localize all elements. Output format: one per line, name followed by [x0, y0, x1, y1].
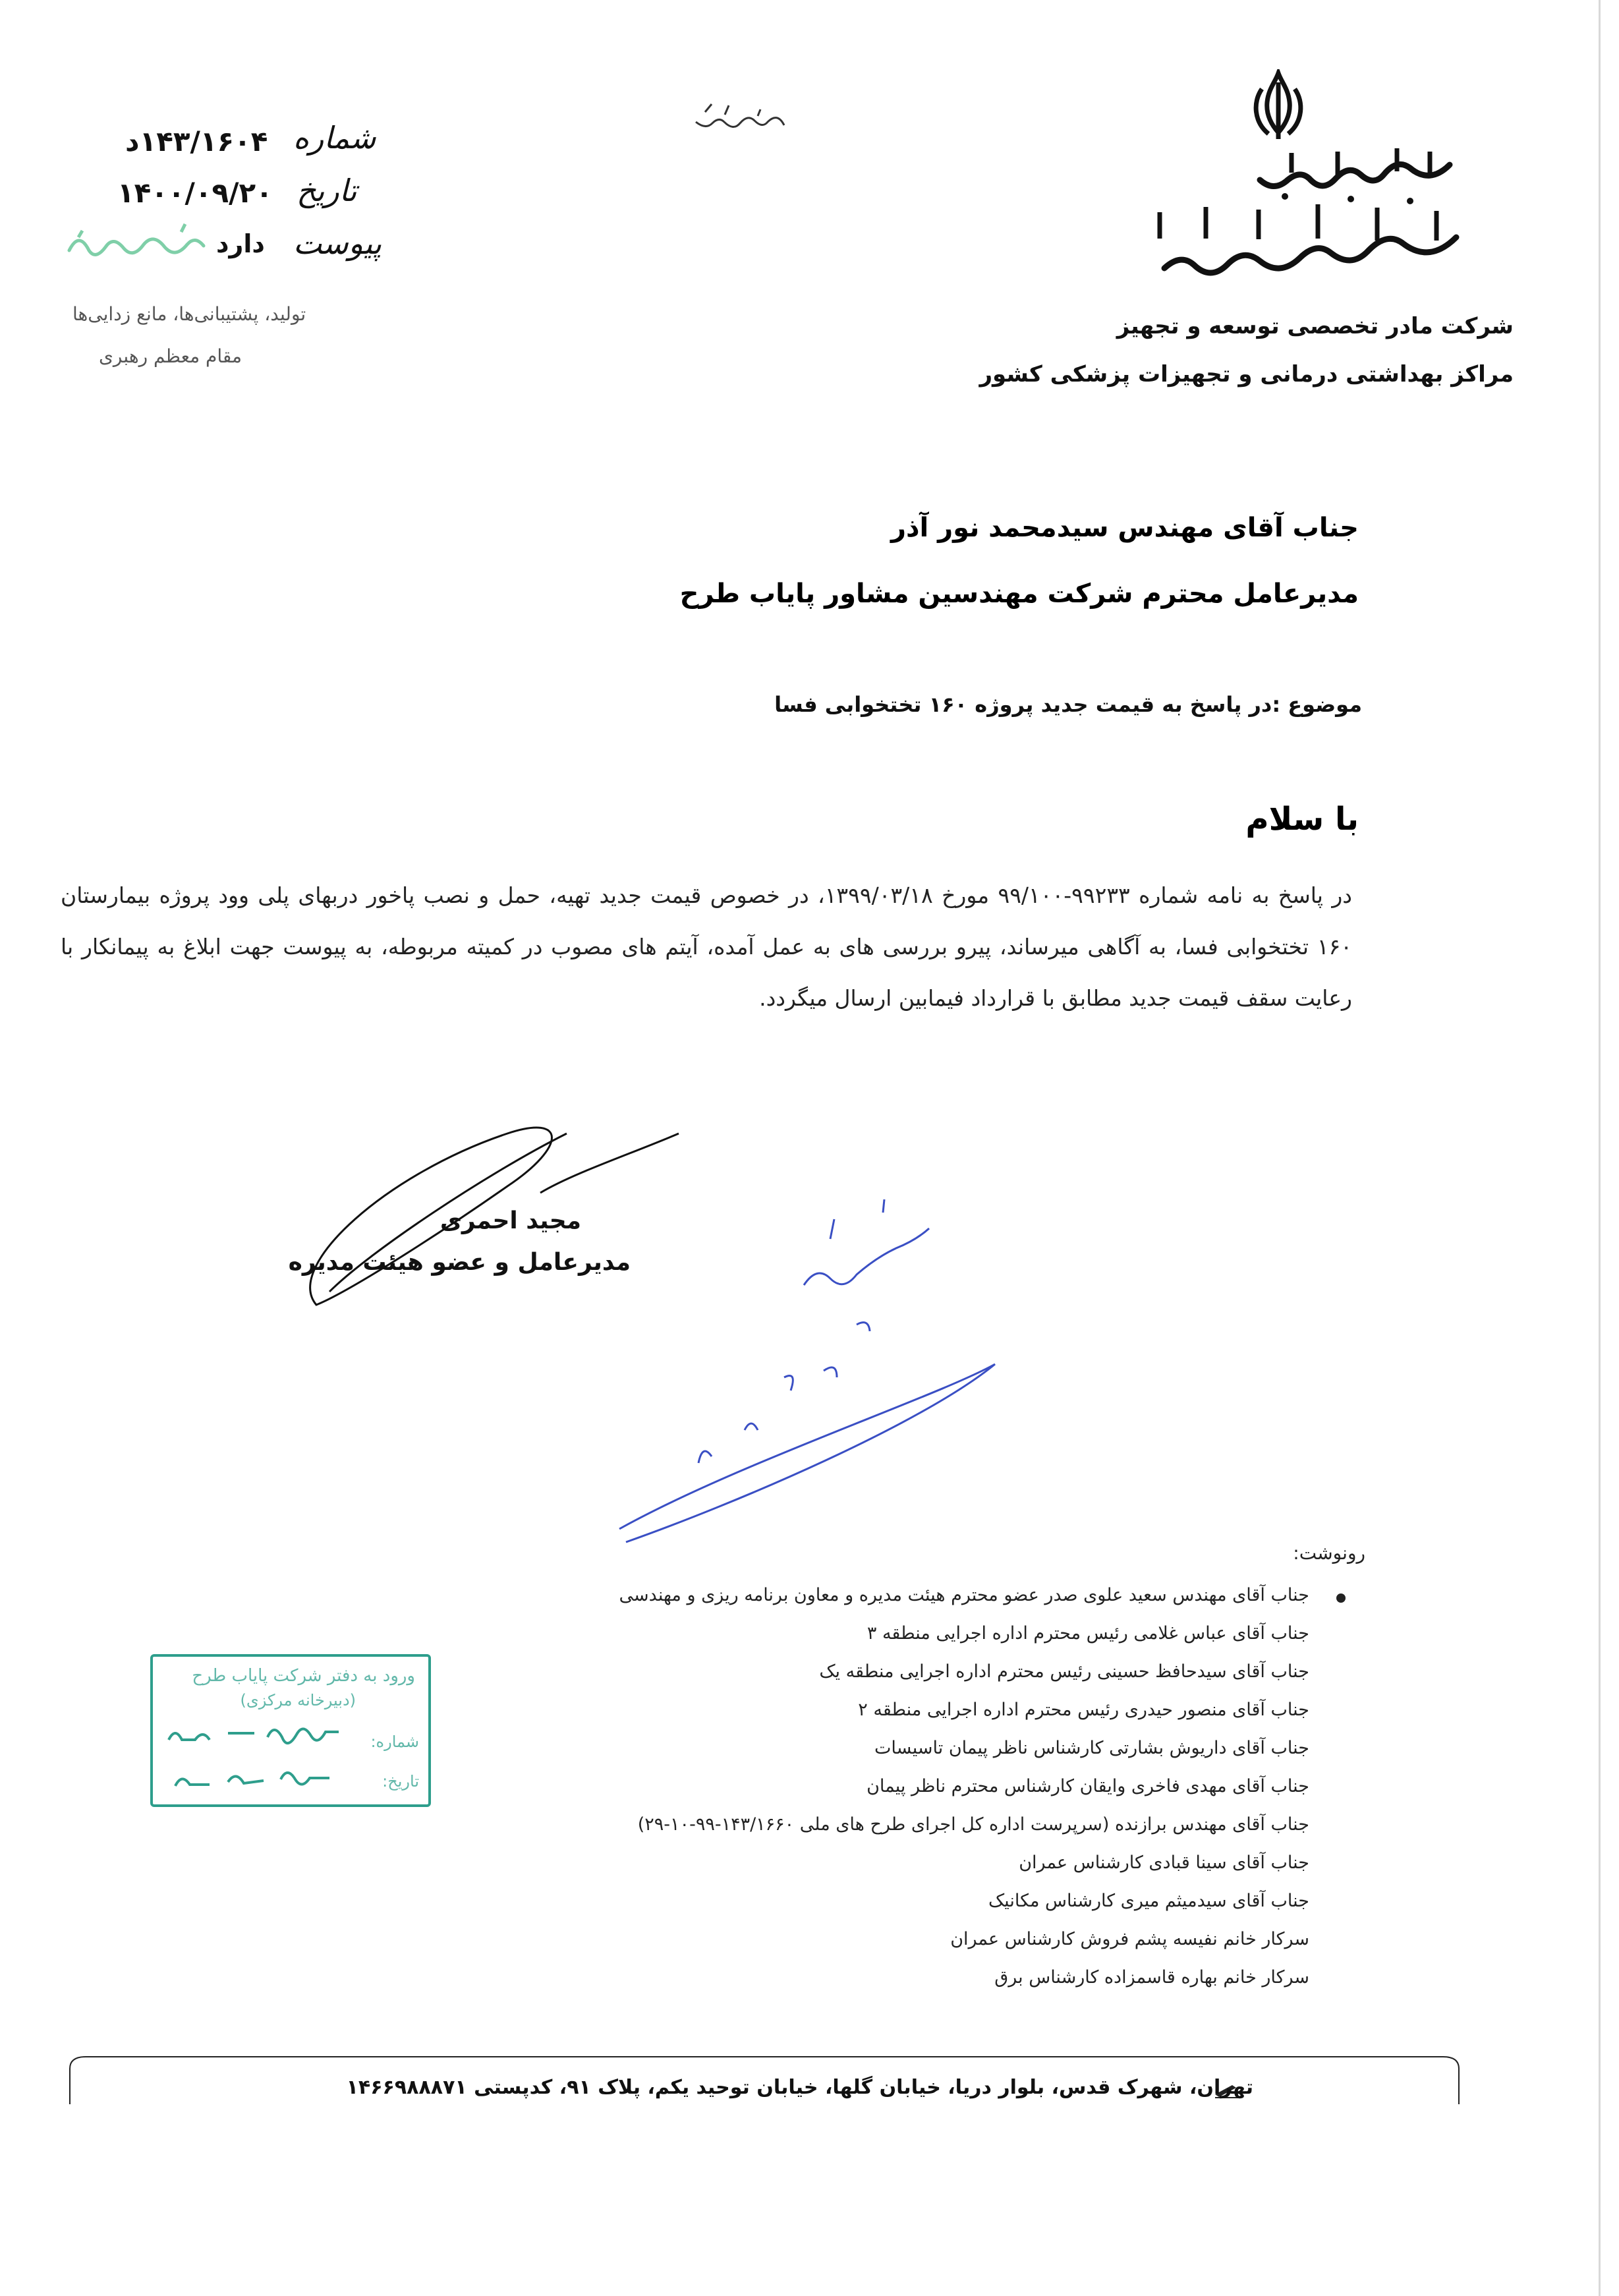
- subject-line: موضوع :در پاسخ به قیمت جدید پروژه ۱۶۰ تختخوابی فسا: [774, 692, 1362, 717]
- cc-heading: رونوشت:: [1293, 1542, 1365, 1564]
- footer-address: تهران، شهرک قدس، بلوار دریا، خیابان گلها، خیابان توحید یکم، پلاک ۹۱، کدپستی ۱۴۶۶۹۸۸۸۷۱: [346, 2076, 1253, 2099]
- cc-item: جناب آقای منصور حیدری رئیس محترم اداره اجرایی منطقه ۲: [858, 1700, 1309, 1720]
- signatory-title: مدیرعامل و عضو هیئت مدیره: [288, 1249, 631, 1276]
- cc-item: جناب آقای مهندس برازنده (سرپرست اداره کل اجرای طرح های ملی ۱۴۳/۱۶۶۰-۹۹-۱۰-۲۹): [637, 1814, 1309, 1835]
- cc-item: جناب آقای سیدحافظ حسینی رئیس محترم اداره اجرایی منطقه یک: [819, 1661, 1309, 1682]
- page-edge: [1599, 0, 1601, 2296]
- greeting: با سلام: [1245, 801, 1359, 838]
- organization-name-line2: مراکز بهداشتی درمانی و تجهیزات پزشکی کشور: [979, 361, 1514, 387]
- date-label: تاریخ: [297, 173, 357, 208]
- iran-emblem-icon: [1249, 69, 1308, 142]
- cc-item: سرکار خانم نفیسه پشم فروش کارشناس عمران: [950, 1929, 1309, 1949]
- cc-item: جناب آقای عباس غلامی رئیس محترم اداره اجرایی منطقه ۳: [866, 1623, 1309, 1644]
- stamp-line2: (دبیرخانه مرکزی): [240, 1691, 356, 1709]
- number-value: ۱۴۳/۱۶۰۴د: [125, 125, 268, 158]
- cc-item: سرکار خانم بهاره قاسمزاده کارشناس برق: [994, 1967, 1309, 1988]
- signatory-name: مجید احمری: [440, 1207, 581, 1234]
- addressee-title: مدیرعامل محترم شرکت مهندسین مشاور پایاب طرح: [679, 579, 1359, 609]
- stamp-line1: ورود به دفتر شرکت پایاب طرح: [192, 1666, 415, 1686]
- attachment-label: پیوست: [293, 225, 382, 261]
- stamp-number-label: شماره:: [370, 1733, 419, 1751]
- handwritten-blue-annotation: [606, 1147, 1054, 1568]
- attachment-value: دارد: [216, 229, 265, 258]
- cc-list: [619, 1576, 1309, 1997]
- cc-item: جناب آقای سیدمیثم میری کارشناس مکانیک: [988, 1891, 1309, 1911]
- stamp-date-label: تاریخ:: [382, 1772, 419, 1791]
- motto-line1: تولید، پشتیبانی‌ها، مانع زدایی‌ها: [72, 303, 306, 325]
- bismillah-script: [679, 99, 791, 145]
- handwritten-green-note: [63, 217, 208, 270]
- motto-line2: مقام معظم رهبری: [99, 345, 242, 367]
- cc-item: جناب آقای سینا قبادی کارشناس عمران: [1019, 1852, 1309, 1873]
- cc-item: جناب آقای داریوش بشارتی کارشناس ناظر پیمان تاسیسات: [874, 1738, 1309, 1758]
- cc-bullet-icon: [1336, 1593, 1346, 1603]
- addressee-name: جناب آقای مهندس سیدمحمد نور آذر: [890, 513, 1359, 543]
- stamp-handwritten-entries: [156, 1713, 406, 1806]
- date-value: ۱۴۰۰/۰۹/۲۰: [117, 177, 273, 209]
- cc-item: جناب آقای مهدی فاخری وایقان کارشناس محترم ناظر پیمان: [866, 1776, 1309, 1796]
- letter-body: در پاسخ به نامه شماره ۹۹۲۳۳-۹۹/۱۰۰ مورخ ۱۳۹۹/۰۳/۱۸، در خصوص قیمت جدید تهیه، حمل و نصب پاخور دربهای پلی وود پروژه بیمارستان ۱۶۰ تختخوابی فسا، به آگاهی میرساند، پیرو بررسی های به عمل آمده، آیتم های مصوب در کمیته مربوطه، به پیوست جهت ابلاغ به پیمانکار با رعایت سقف قیمت جدید مطابق با قرارداد فیمابین ارسال میگردد.: [61, 882, 1352, 1011]
- number-label: شماره: [293, 120, 376, 156]
- organization-name-line1: شرکت مادر تخصصی توسعه و تجهیز: [1116, 313, 1514, 339]
- ministry-calligraphy-logo: [1120, 138, 1463, 290]
- cc-item: جناب آقای مهندس سعید علوی صدر عضو محترم هیئت مدیره و معاون برنامه ریزی و مهندسی: [619, 1585, 1309, 1605]
